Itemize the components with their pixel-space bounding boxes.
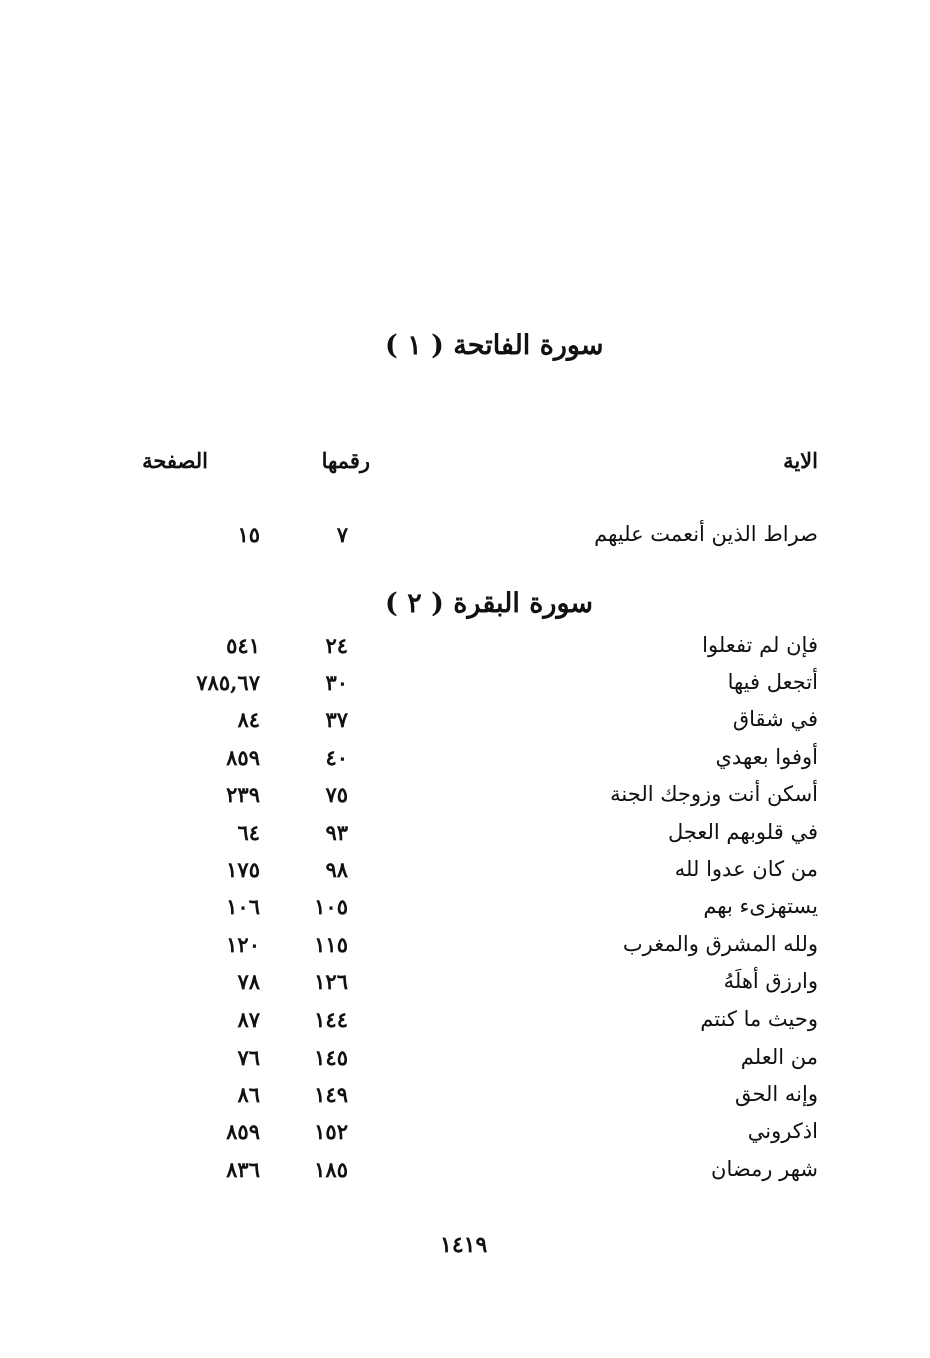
verse-text: وإنه الحق bbox=[734, 1082, 818, 1106]
verse-text: من العلم bbox=[740, 1045, 818, 1069]
page-ref: ٢٣٩ bbox=[226, 782, 260, 807]
page-number: ١٤١٩ bbox=[440, 1232, 488, 1258]
verse-text: في شقاق bbox=[732, 707, 818, 731]
verse-number: ٧ bbox=[336, 522, 348, 547]
table-row bbox=[0, 932, 930, 966]
verse-text: من كان عدوا لله bbox=[674, 857, 818, 881]
verse-number: ٣٠ bbox=[325, 670, 348, 695]
verse-text: يستهزىء بهم bbox=[703, 894, 818, 918]
column-header-verse: الاية bbox=[783, 448, 818, 473]
table-row bbox=[0, 1007, 930, 1041]
verse-text: شهر رمضان bbox=[711, 1157, 818, 1181]
table-row bbox=[0, 633, 930, 667]
verse-number: ١١٥ bbox=[314, 932, 348, 957]
verse-number: ١٠٥ bbox=[314, 894, 348, 919]
table-row bbox=[0, 707, 930, 741]
page-ref: ٨٦ bbox=[237, 1082, 260, 1107]
table-row bbox=[0, 1082, 930, 1116]
page-ref: ٨٧ bbox=[237, 1007, 260, 1032]
table-row bbox=[0, 670, 930, 704]
page-ref: ٦٤ bbox=[237, 820, 260, 845]
page-ref: ٨٥٩ bbox=[226, 745, 260, 770]
verse-text: في قلوبهم العجل bbox=[667, 820, 818, 844]
verse-number: ٩٨ bbox=[325, 857, 348, 882]
column-header-page: الصفحة bbox=[142, 448, 208, 473]
page-ref: ١٢٠ bbox=[226, 932, 260, 957]
verse-number: ٩٣ bbox=[325, 820, 348, 845]
verse-number: ١٨٥ bbox=[314, 1157, 348, 1182]
page-ref: ٥٤١ bbox=[226, 633, 260, 658]
verse-number: ٧٥ bbox=[325, 782, 348, 807]
verse-number: ١٢٦ bbox=[314, 969, 348, 994]
page-ref: ٨٥٩ bbox=[226, 1119, 260, 1144]
verse-number: ٣٧ bbox=[325, 707, 348, 732]
verse-text: وحيث ما كنتم bbox=[700, 1007, 818, 1031]
table-row bbox=[0, 522, 930, 556]
table-row bbox=[0, 894, 930, 928]
table-row bbox=[0, 969, 930, 1003]
surah-title-fatiha: سورة الفاتحة ( ١ ) bbox=[385, 330, 604, 361]
page-ref: ٧٨٥,٦٧ bbox=[196, 670, 260, 695]
table-row bbox=[0, 782, 930, 816]
page-ref: ١٠٦ bbox=[226, 894, 260, 919]
verse-number: ١٥٢ bbox=[314, 1119, 348, 1144]
verse-number: ١٤٩ bbox=[314, 1082, 348, 1107]
table-row bbox=[0, 1157, 930, 1191]
verse-text: أتجعل فيها bbox=[727, 670, 818, 694]
verse-text: اذكروني bbox=[747, 1119, 818, 1143]
table-row bbox=[0, 1119, 930, 1153]
table-row bbox=[0, 820, 930, 854]
verse-number: ٢٤ bbox=[325, 633, 348, 658]
verse-text: ولله المشرق والمغرب bbox=[622, 932, 818, 956]
verse-number: ١٤٤ bbox=[314, 1007, 348, 1032]
page-ref: ٧٦ bbox=[237, 1045, 260, 1070]
page-ref: ٨٣٦ bbox=[226, 1157, 260, 1182]
page-ref: ١٧٥ bbox=[226, 857, 260, 882]
verse-text: فإن لم تفعلوا bbox=[702, 633, 818, 657]
verse-text: أوفوا بعهدي bbox=[715, 745, 818, 769]
page-ref: ٨٤ bbox=[237, 707, 260, 732]
column-header-number: رقمها bbox=[321, 448, 370, 473]
verse-text: صراط الذين أنعمت عليهم bbox=[594, 522, 818, 546]
page-ref: ٧٨ bbox=[237, 969, 260, 994]
table-row bbox=[0, 857, 930, 891]
verse-number: ٤٠ bbox=[325, 745, 348, 770]
surah-title-baqara: سورة البقرة ( ٢ ) bbox=[385, 588, 594, 619]
verse-text: وارزق أهلَهُ bbox=[723, 969, 818, 993]
page-ref: ١٥ bbox=[237, 522, 260, 547]
table-row bbox=[0, 745, 930, 779]
verse-text: أسكن أنت وزوجك الجنة bbox=[610, 782, 818, 806]
verse-number: ١٤٥ bbox=[314, 1045, 348, 1070]
table-row bbox=[0, 1045, 930, 1079]
